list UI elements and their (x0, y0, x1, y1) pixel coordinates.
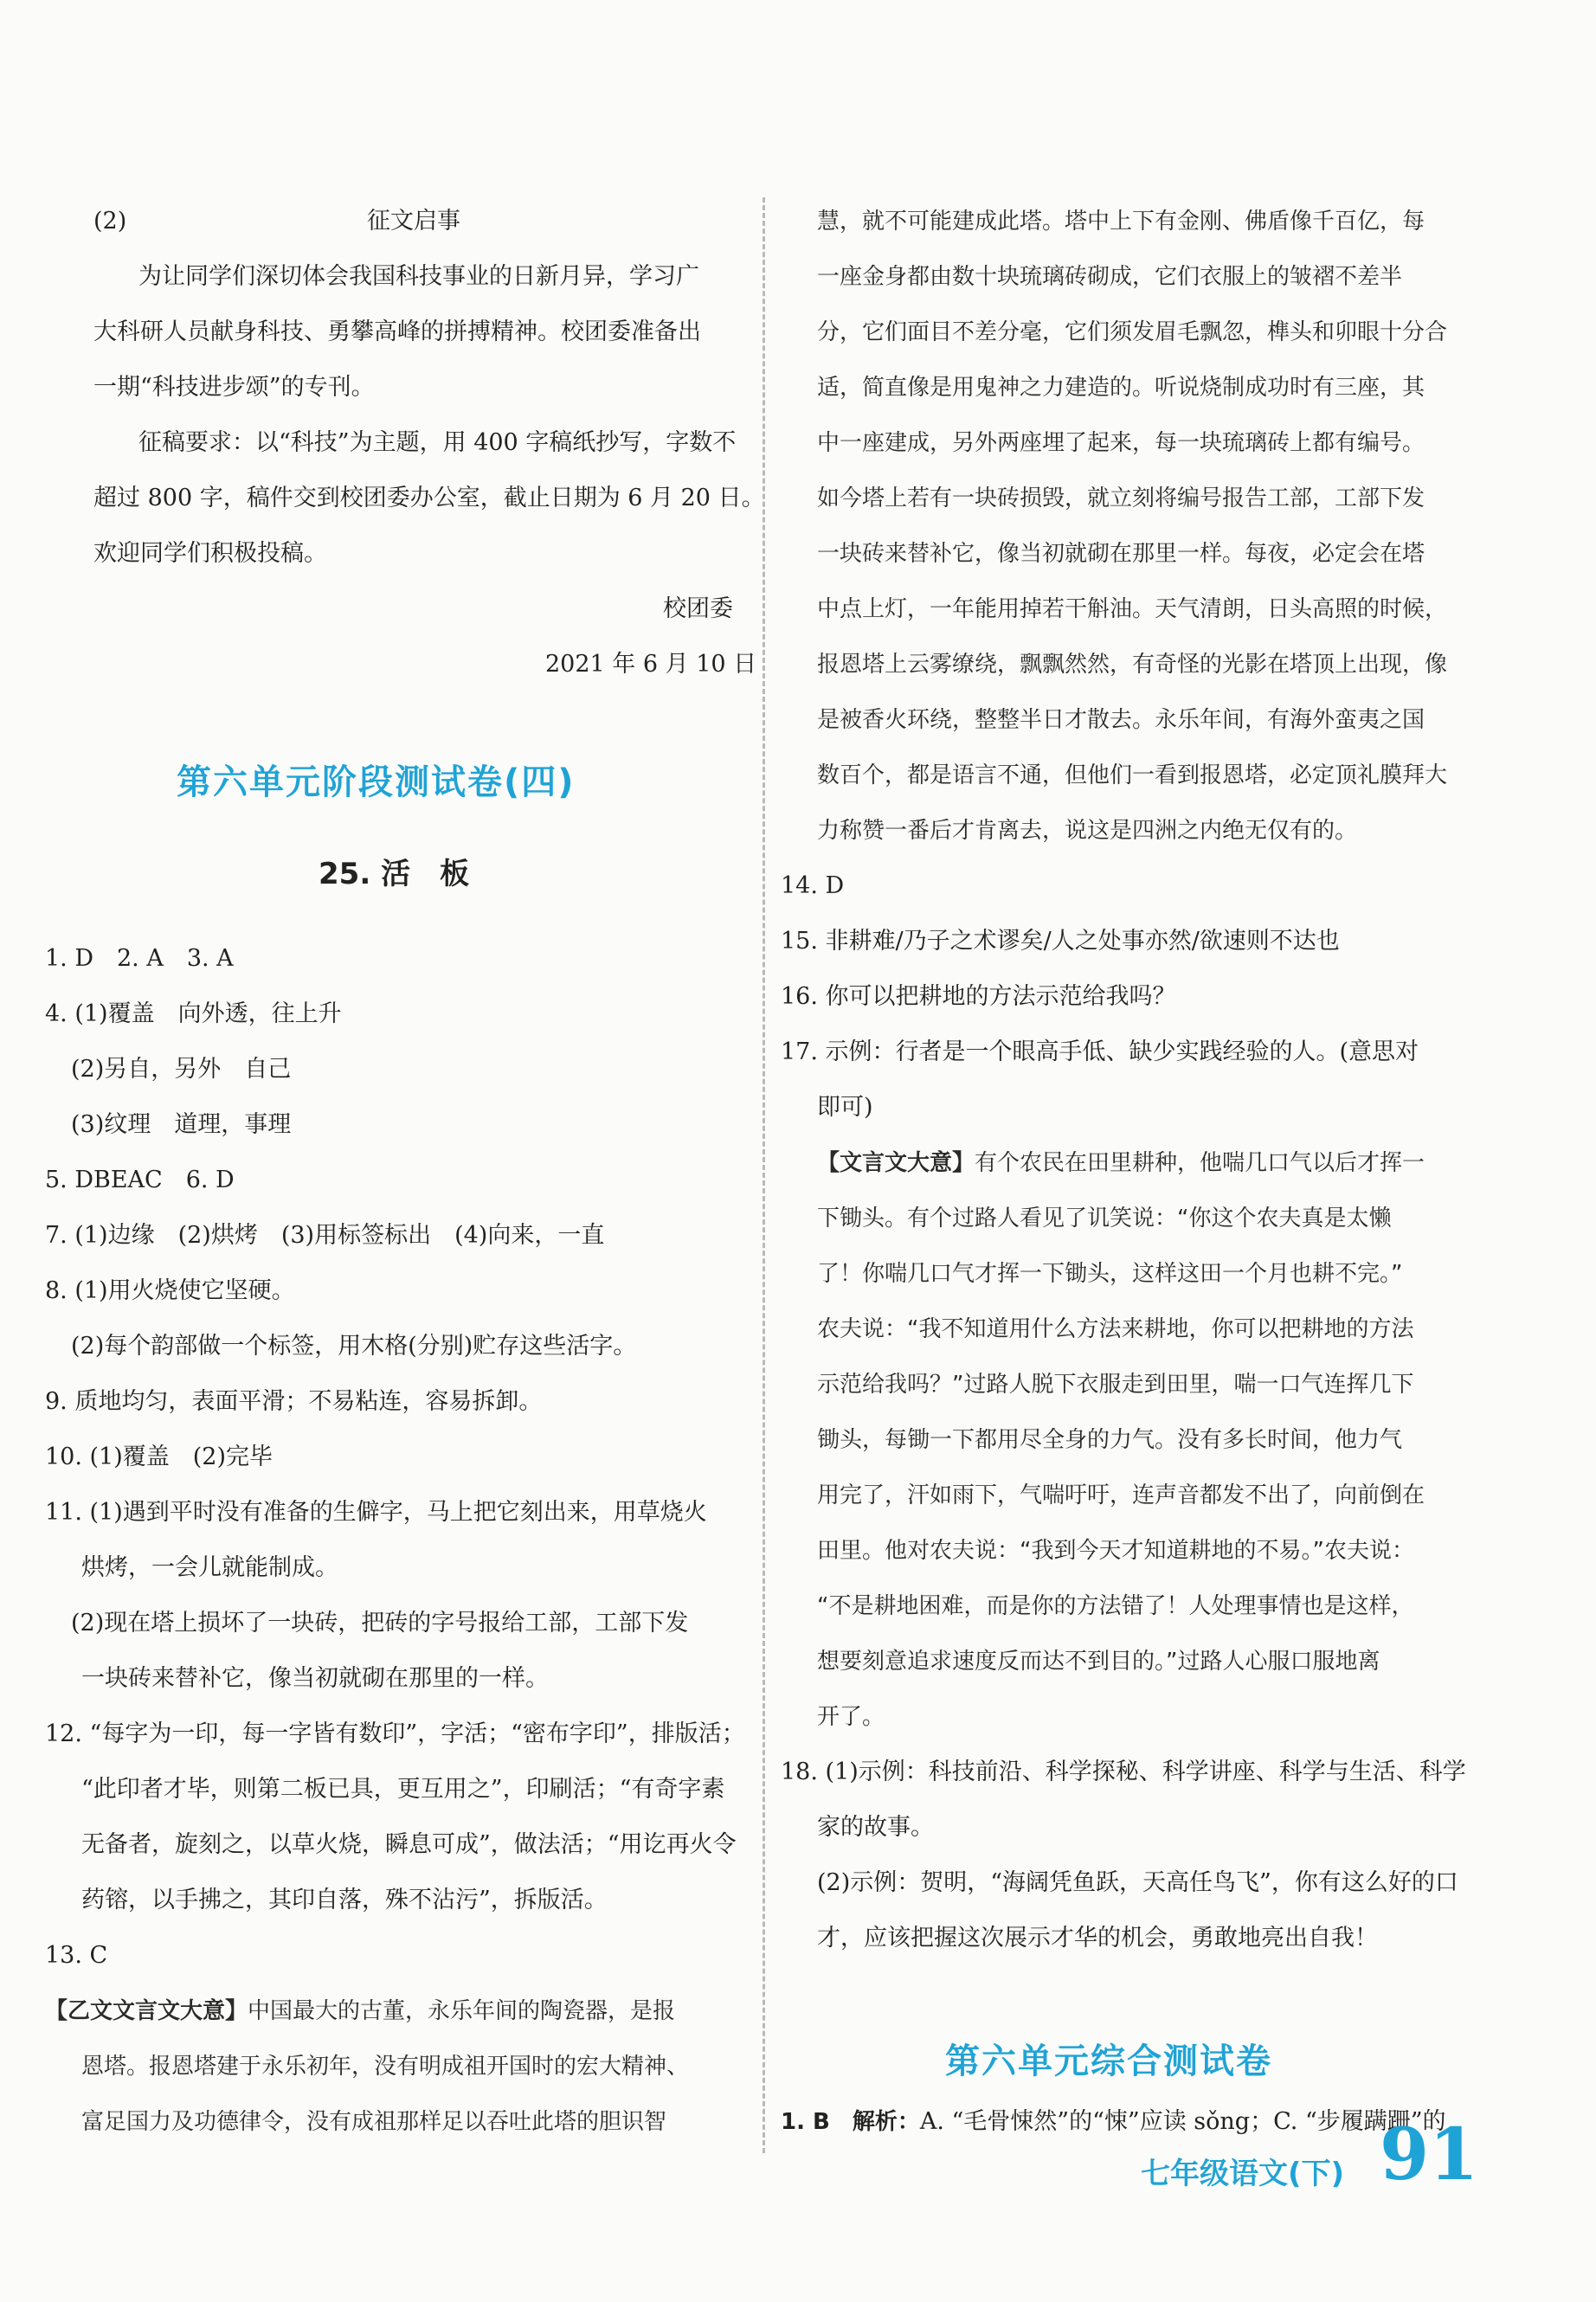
line-text: 富足国力及功德律令，没有成祖那样足以吞吐此塔的胆识智 (81, 2109, 667, 2135)
line-text: (2)现在塔上损坏了一块砖，把砖的字号报给工部，工部下发 (71, 1610, 689, 1636)
line-text: 12. “每字为一印，每一字皆有数印”，字活；“密布字印”，排版活； (45, 1720, 745, 1747)
line-text: (2)另自，另外 自己 (71, 1056, 292, 1083)
line-text: 13. C (45, 1942, 108, 1969)
left-text-line (45, 1219, 604, 1253)
right-text-line (817, 426, 1425, 460)
line-text: 用完了，汗如雨下，气喘吁吁，连声音都发不出了，向前倒在 (817, 1482, 1425, 1508)
line-text: 中国最大的古董，永乐年间的陶瓷器，是报 (248, 1998, 676, 2024)
line-text: 数百个，都是语言不通，但他们一看到报恩塔，必定顶礼膜拜大 (817, 762, 1448, 788)
line-text: 才，应该把握这次展示才华的机会，勇敢地亮出自我！ (817, 1925, 1378, 1952)
line-text: 1. D 2. A 3. A (45, 945, 234, 972)
left-text-line (93, 481, 765, 516)
right-text-line (817, 1866, 1458, 1900)
line-text: 超过 800 字，稿件交到校团委办公室，截止日期为 6 月 20 日。 (93, 485, 765, 511)
right-text-line (781, 1755, 1466, 1790)
line-text: A. “毛骨悚然”的“悚”应读 sǒng；C. “步履蹒跚”的 (919, 2108, 1446, 2135)
right-text-line (817, 1146, 1425, 1180)
line-text: 无备者，旋刻之，以草火烧，瞬息可成”，做法活；“用讫再火令 (81, 1831, 737, 1858)
line-text: 如今塔上若有一块砖损毁，就立刻将编号报告工部，工部下发 (817, 485, 1425, 511)
line-text: 一座金身都由数十块琉璃砖砌成，它们衣服上的皱褶不差半 (817, 264, 1403, 290)
left-text-line (71, 1052, 291, 1087)
left-text-line (138, 426, 736, 460)
left-text-line (81, 1883, 608, 1918)
left-text-line (663, 592, 733, 627)
left-text-line (45, 1717, 745, 1752)
line-text: 示范给我吗？”过路人脱下衣服走到田里，喘一口气连挥几下 (817, 1372, 1414, 1398)
line-text: 征稿要求：以“科技”为主题，用 400 字稿纸抄写，字数不 (138, 429, 737, 456)
line-text: 为让同学们深切体会我国科技事业的日新月异，学习广 (138, 263, 699, 290)
right-text-line (817, 813, 1357, 848)
line-text: 烘烤，一会儿就能制成。 (81, 1554, 338, 1581)
left-text-line (71, 1108, 291, 1142)
right-text-line (781, 2105, 1446, 2139)
line-text: (2)示例：贺明，“海阔凭鱼跃，天高任鸟飞”，你有这么好的口 (817, 1869, 1458, 1896)
left-text-line (93, 315, 701, 350)
right-text-line (781, 980, 1176, 1014)
line-text: 17. 示例：行者是一个眼高手低、缺少实践经验的人。(意思对 (781, 1038, 1419, 1065)
line-text: 有个农民在田里耕种，他喘几口气以后才挥一 (975, 1150, 1425, 1176)
line-text: 力称赞一番后才肯离去，说这是四洲之内绝无仅有的。 (817, 818, 1358, 844)
left-text-line (93, 370, 375, 405)
annotation-tag: 【文言文大意】 (817, 1150, 975, 1176)
left-text-line (81, 1828, 737, 1862)
line-text: 4. (1)覆盖 向外透，往上升 (45, 1000, 342, 1027)
page-number: 91 (1380, 2113, 1479, 2196)
annotation-tag: 【乙文文言文大意】 (45, 1998, 248, 2024)
right-text-line (781, 1035, 1419, 1070)
line-text: 大科研人员献身科技、勇攀高峰的拼搏精神。校团委准备出 (93, 318, 701, 345)
line-text: 是被香火环绕，整整半日才散去。永乐年间，有海外蛮夷之国 (817, 707, 1425, 733)
right-text-line (817, 315, 1447, 350)
left-text-line (81, 1551, 338, 1585)
line-text: 15. 非耕难/乃子之术谬矣/人之处事亦然/欲速则不达也 (781, 928, 1340, 955)
left-text-line (367, 204, 460, 239)
line-text: “不是耕地困难，而是你的方法错了！人处理事情也是这样， (817, 1593, 1414, 1619)
line-text: 中一座建成，另外两座埋了起来，每一块琉璃砖上都有编号。 (817, 430, 1425, 456)
line-text: (2) (93, 208, 127, 235)
line-text: 恩塔。报恩塔建于永乐初年，没有明成祖开国时的宏大精神、 (81, 2054, 690, 2080)
line-text: 下锄头。有个过路人看见了讥笑说：“你这个农夫真是太懒 (817, 1206, 1392, 1231)
line-text: 一期“科技进步颂”的专刊。 (93, 374, 375, 401)
line-text: (2)每个韵部做一个标签，用木格(分别)贮存这些活字。 (71, 1333, 637, 1360)
line-text: 欢迎同学们积极投稿。 (93, 540, 327, 567)
line-text: 校团委 (663, 595, 733, 622)
right-text-line (817, 647, 1447, 682)
left-text-line (45, 1274, 295, 1309)
footer-subject-label: 七年级语文(下) (1141, 2157, 1345, 2191)
right-text-line (781, 924, 1340, 959)
left-text-line (71, 1329, 636, 1364)
line-text: 中点上灯，一年能用掉若干斛油。天气清朗，日头高照的时候， (817, 596, 1448, 622)
left-text-line (81, 2049, 689, 2084)
line-text: 2021 年 6 月 10 日 (545, 651, 757, 678)
line-text: 田里。他对农夫说：“我到今天才知道耕地的不易。”农夫说： (817, 1538, 1414, 1564)
left-text-line (45, 997, 342, 1032)
line-text: 征文启事 (367, 208, 460, 235)
line-text: 想要刻意追求速度反而达不到目的。”过路人心服口服地离 (817, 1649, 1380, 1675)
line-text: 16. 你可以把耕地的方法示范给我吗？ (781, 983, 1176, 1010)
line-text: 9. 质地均匀，表面平滑；不易粘连，容易拆卸。 (45, 1388, 543, 1415)
line-text: 药镕，以手拂之，其印自落，殊不沾污”，拆版活。 (81, 1887, 608, 1913)
right-text-line (817, 1589, 1413, 1624)
right-text-line (817, 592, 1447, 627)
line-text: 8. (1)用火烧使它坚硬。 (45, 1277, 295, 1304)
left-text-line (45, 1939, 107, 1973)
lesson-title: 25. 活 板 (319, 857, 470, 891)
right-text-line (817, 1201, 1391, 1236)
right-text-line (817, 260, 1402, 294)
line-text: 锄头，每锄一下都用尽全身的力气。没有多长时间，他力气 (817, 1427, 1403, 1453)
line-text: 了！你喘几口气才挥一下锄头，这样这田一个月也耕不完。” (817, 1261, 1403, 1287)
right-text-line (817, 758, 1447, 793)
line-text: 7. (1)边缘 (2)烘烤 (3)用标签标出 (4)向来，一直 (45, 1222, 605, 1249)
column-divider (763, 197, 765, 2153)
right-text-line (817, 1921, 1378, 1956)
left-text-line (45, 1994, 675, 2029)
line-text: (3)纹理 道理，事理 (71, 1111, 292, 1138)
right-text-line (817, 1700, 885, 1734)
line-text: 适，简直像是用鬼神之力建造的。听说烧制成功时有三座，其 (817, 375, 1425, 401)
line-text: 14. D (781, 872, 845, 899)
left-text-line (45, 1440, 273, 1475)
line-text: 10. (1)覆盖 (2)完毕 (45, 1444, 274, 1470)
left-text-line (81, 1662, 549, 1696)
section-heading-unit6-test4: 第六单元阶段测试卷(四) (177, 762, 576, 802)
left-text-line (45, 1163, 235, 1198)
left-text-line (93, 204, 126, 239)
line-text: 农夫说：“我不知道用什么方法来耕地，你可以把耕地的方法 (817, 1316, 1414, 1342)
left-text-line (45, 942, 234, 976)
line-text: 报恩塔上云雾缭绕，飘飘然然，有奇怪的光影在塔顶上出现，像 (817, 652, 1448, 678)
section-heading-unit6-comprehensive: 第六单元综合测试卷 (945, 2042, 1272, 2081)
left-text-line (45, 1385, 542, 1419)
line-text: 5. DBEAC 6. D (45, 1167, 235, 1193)
right-text-line (817, 537, 1425, 571)
line-text: 18. (1)示例：科技前沿、科学探秘、科学讲座、科学与生活、科学 (781, 1759, 1466, 1785)
right-text-line (817, 1478, 1425, 1513)
left-text-line (45, 1495, 707, 1530)
right-text-line (817, 481, 1425, 516)
left-text-line (545, 647, 756, 682)
line-text: 慧，就不可能建成此塔。塔中上下有金刚、佛盾像千百亿，每 (817, 209, 1425, 235)
line-text: 11. (1)遇到平时没有准备的生僻字，马上把它刻出来，用草烧火 (45, 1499, 707, 1526)
right-text-line (817, 1257, 1402, 1291)
line-text: 家的故事。 (817, 1814, 934, 1841)
annotation-tag: 1. B 解析： (781, 2109, 920, 2135)
line-text: 分，它们面目不差分毫，它们须发眉毛飘忽，榫头和卯眼十分合 (817, 319, 1448, 345)
left-text-line (71, 1606, 688, 1641)
right-text-line (781, 869, 844, 903)
right-text-line (817, 1423, 1402, 1457)
line-text: 一块砖来替补它，像当初就砌在那里一样。每夜，必定会在塔 (817, 541, 1425, 567)
left-text-line (81, 2105, 666, 2139)
right-text-line (817, 1312, 1413, 1347)
right-text-line (817, 204, 1425, 239)
right-text-line (817, 703, 1425, 737)
left-text-line (81, 1772, 724, 1807)
left-text-line (93, 537, 327, 571)
right-text-line (817, 1810, 934, 1845)
right-text-line (817, 370, 1425, 405)
right-text-line (817, 1534, 1414, 1568)
line-text: 一块砖来替补它，像当初就砌在那里的一样。 (81, 1665, 549, 1692)
line-text: “此印者才毕，则第二板已具，更互用之”，印刷活；“有奇字素 (81, 1776, 725, 1803)
line-text: 开了。 (817, 1704, 885, 1730)
left-text-line (138, 260, 699, 294)
right-text-line (817, 1367, 1413, 1402)
right-text-line (817, 1090, 873, 1125)
line-text: 即可) (817, 1094, 873, 1121)
right-text-line (817, 1644, 1380, 1679)
